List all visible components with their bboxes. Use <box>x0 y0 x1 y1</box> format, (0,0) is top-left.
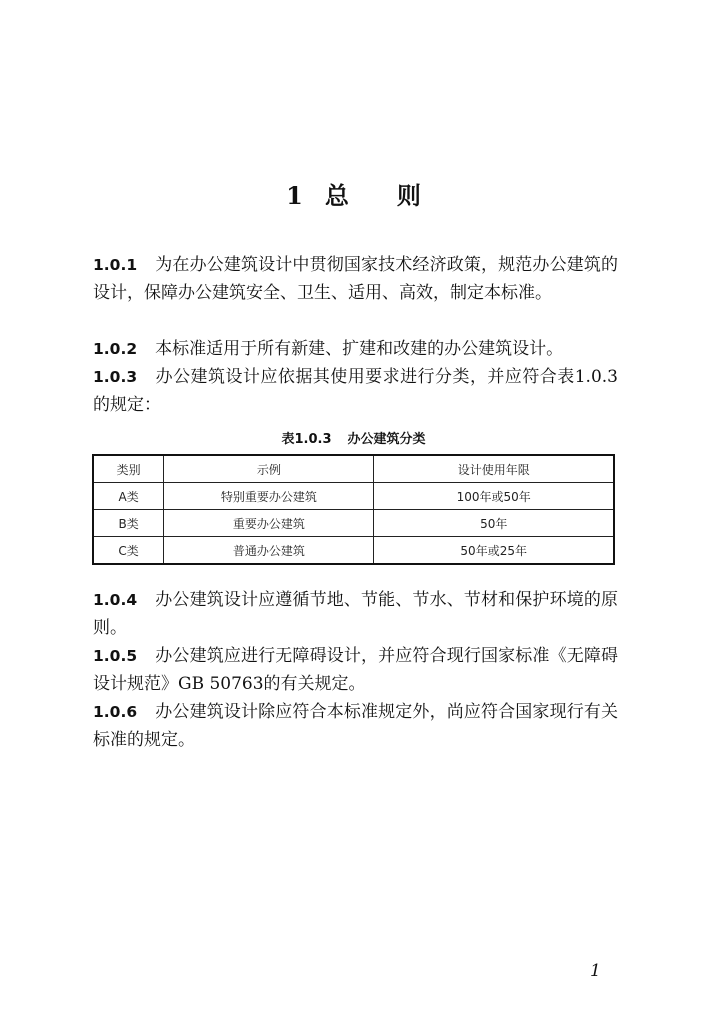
clause-number: 1.0.3 <box>93 368 138 386</box>
chapter-number: 1 <box>286 181 303 210</box>
page-number: 1 <box>590 961 601 981</box>
cell-example: 特别重要办公建筑 <box>164 483 374 510</box>
clause-text: 本标准适用于所有新建、扩建和改建的办公建筑设计。 <box>155 339 564 359</box>
chapter-title-char-1: 总 <box>324 181 349 210</box>
clause-1-0-3 <box>93 363 618 419</box>
table-row <box>93 537 614 565</box>
table-caption <box>0 428 707 447</box>
clause-text: 办公建筑设计应遵循节地、节能、节水、节材和保护环境的原则。 <box>93 590 618 638</box>
clause-1-0-1 <box>93 251 618 307</box>
clause-text: 办公建筑设计除应符合本标准规定外，尚应符合国家现行有关标准的规定。 <box>93 702 618 750</box>
clause-1-0-2 <box>93 335 618 363</box>
cell-service-life: 50年 <box>374 510 614 537</box>
cell-category: C类 <box>93 537 164 565</box>
table-row <box>93 483 614 510</box>
table-caption-number: 表1.0.3 <box>281 432 332 447</box>
cell-example: 重要办公建筑 <box>164 510 374 537</box>
clause-1-0-4 <box>93 586 618 642</box>
clause-number: 1.0.1 <box>93 256 138 274</box>
classification-table <box>92 454 615 565</box>
cell-example: 普通办公建筑 <box>164 537 374 565</box>
chapter-title-char-2: 则 <box>396 181 421 210</box>
table-header-row <box>93 455 614 483</box>
clause-1-0-5 <box>93 642 618 698</box>
clause-text: 办公建筑设计应依据其使用要求进行分类，并应符合表1.0.3的规定： <box>93 367 618 415</box>
clause-text: 办公建筑应进行无障碍设计，并应符合现行国家标准《无障碍设计规范》GB 50763的有关规定。 <box>93 646 618 694</box>
header-category: 类别 <box>93 455 164 483</box>
cell-service-life: 50年或25年 <box>374 537 614 565</box>
clause-number: 1.0.2 <box>93 340 138 358</box>
header-service-life: 设计使用年限 <box>374 455 614 483</box>
cell-category: A类 <box>93 483 164 510</box>
clause-number: 1.0.5 <box>93 647 138 665</box>
clause-text: 为在办公建筑设计中贯彻国家技术经济政策，规范办公建筑的设计，保障办公建筑安全、卫生、适用、高效，制定本标准。 <box>93 255 618 303</box>
clause-1-0-6 <box>93 698 618 754</box>
clause-number: 1.0.6 <box>93 703 138 721</box>
cell-category: B类 <box>93 510 164 537</box>
cell-service-life: 100年或50年 <box>374 483 614 510</box>
table-caption-title: 办公建筑分类 <box>347 432 426 447</box>
table-row <box>93 510 614 537</box>
header-example: 示例 <box>164 455 374 483</box>
clause-number: 1.0.4 <box>93 591 138 609</box>
chapter-title <box>0 176 707 211</box>
